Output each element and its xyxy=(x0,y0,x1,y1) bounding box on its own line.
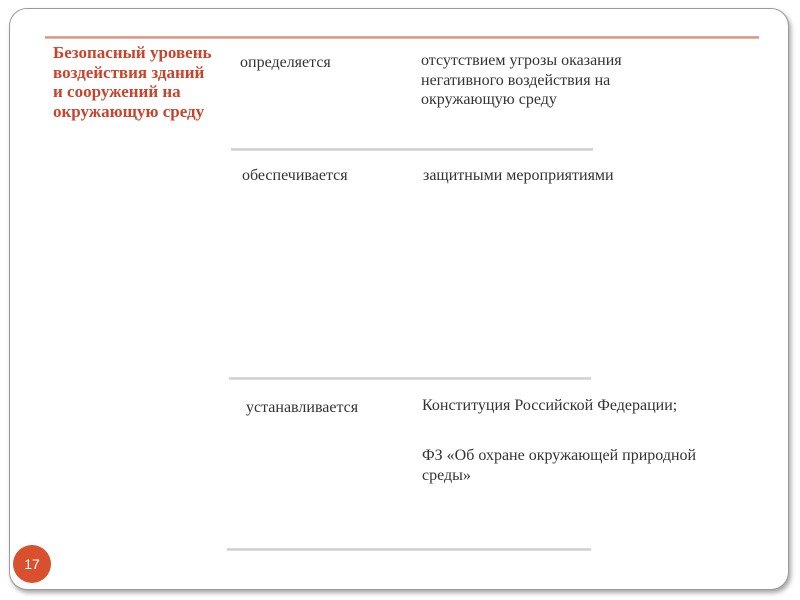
verb-defined: определяется xyxy=(240,54,331,71)
slide-number-badge: 17 xyxy=(13,545,51,583)
divider-3 xyxy=(227,548,591,551)
divider-1 xyxy=(231,148,593,151)
slide-heading: Безопасный уровень воздействия зданий и сооружений на окружающую среду xyxy=(53,43,212,121)
top-rule xyxy=(45,36,759,39)
description-federal-law: ФЗ «Об охране окружающей природной среды» xyxy=(422,447,697,484)
description-ensured: защитными мероприятиями xyxy=(423,167,614,184)
description-defined: отсутствием угрозы оказания негативного воздействия на окружающую среду xyxy=(421,52,622,108)
verb-established: устанавливается xyxy=(246,399,359,416)
verb-ensured: обеспечивается xyxy=(242,167,348,184)
divider-2 xyxy=(229,377,591,380)
description-constitution: Конституция Российской Федерации; xyxy=(422,397,678,414)
